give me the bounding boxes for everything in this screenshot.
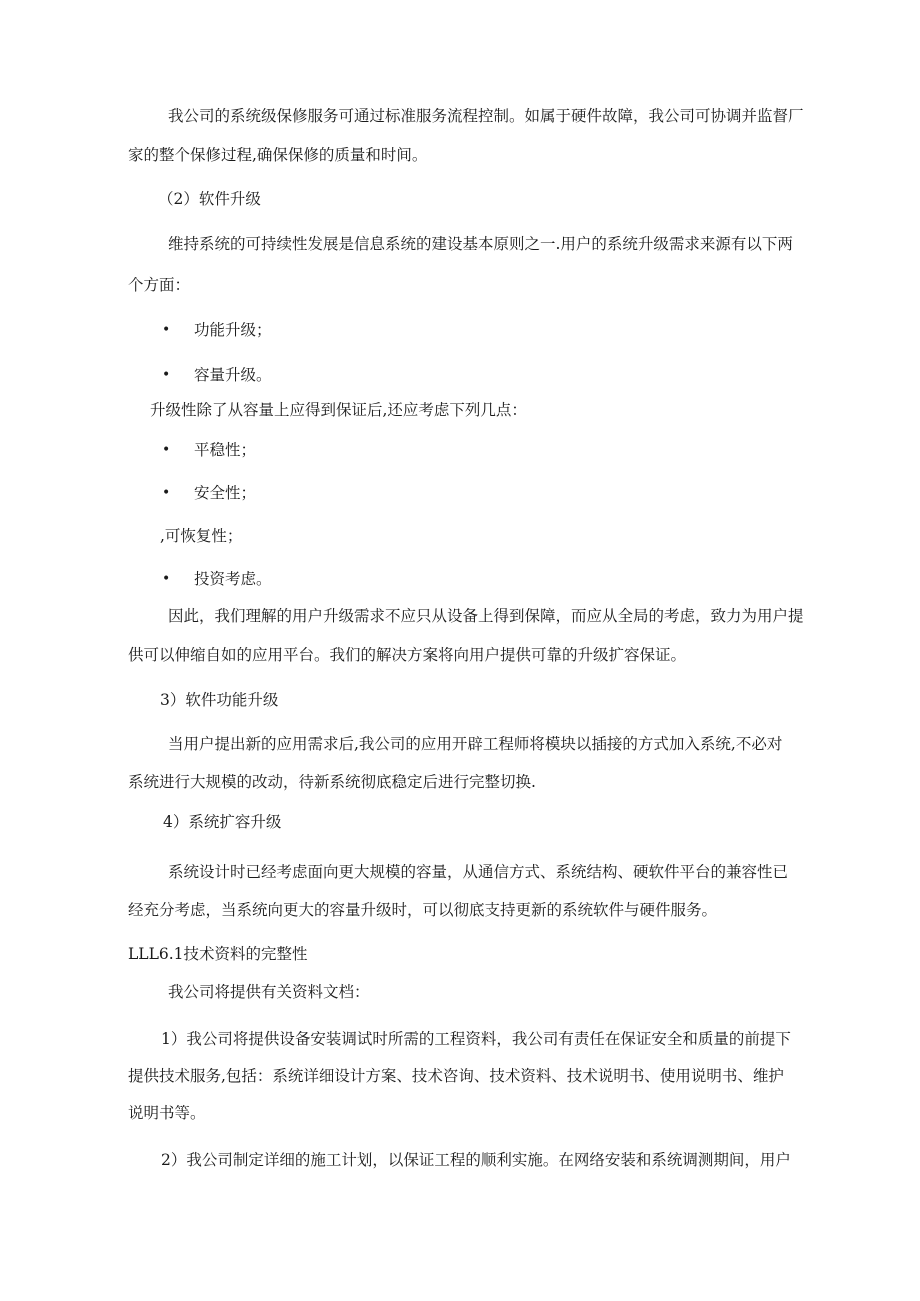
section-heading: 4）系统扩容升级 [163, 813, 282, 831]
paragraph-line: 供可以伸缩自如的应用平台。我们的解决方案将向用户提供可靠的升级扩容保证。 [128, 646, 687, 664]
paragraph-line: 我公司的系统级保修服务可通过标准服务流程控制。如属于硬件故障，我公司可协调并监督厂 [168, 107, 804, 125]
section-heading: LLL6.1技术资料的完整性 [128, 945, 308, 963]
paragraph-line: ,可恢复性； [160, 527, 243, 545]
bullet-icon: • [162, 571, 171, 587]
paragraph-line: 系统设计时已经考虑面向更大规模的容量，从通信方式、系统结构、硬软件平台的兼容性已 [168, 863, 789, 881]
bullet-icon: • [162, 322, 171, 338]
paragraph-line: 1）我公司将提供设备安装调试时所需的工程资料，我公司有责任在保证安全和质量的前提下 [161, 1030, 791, 1048]
paragraph-line: 因此，我们理解的用户升级需求不应只从设备上得到保障，而应从全局的考虑，致力为用户提 [168, 607, 804, 625]
bullet-icon: • [162, 442, 171, 458]
paragraph-line: 2）我公司制定详细的施工计划，以保证工程的顺利实施。在网络安装和系统调测期间，用户 [161, 1151, 791, 1169]
bullet-icon: • [162, 367, 171, 383]
bullet-item: 容量升级。 [194, 366, 272, 384]
bullet-item: 平稳性； [194, 441, 257, 459]
paragraph-line: 维持系统的可持续性发展是信息系统的建设基本原则之一.用户的系统升级需求来源有以下两 [168, 235, 793, 253]
bullet-item: 投资考虑。 [194, 570, 272, 588]
paragraph-line: 系统进行大规模的改动，待新系统彻底稳定后进行完整切换. [128, 773, 536, 791]
bullet-item: 安全性； [194, 484, 257, 502]
paragraph-line: 经充分考虑，当系统向更大的容量升级时，可以彻底支持更新的系统软件与硬件服务。 [128, 901, 718, 919]
paragraph-line: 提供技术服务,包括：系统详细设计方案、技术咨询、技术资料、技术说明书、使用说明书、维护 [128, 1067, 784, 1085]
paragraph-line: 我公司将提供有关资料文档： [168, 983, 370, 1001]
paragraph-line: 说明书等。 [128, 1104, 206, 1122]
paragraph-line: 个方面： [128, 276, 191, 294]
bullet-icon: • [162, 485, 171, 501]
bullet-item: 功能升级； [194, 321, 272, 339]
paragraph-line: 家的整个保修过程,确保保修的质量和时间。 [128, 146, 428, 164]
paragraph-line: 升级性除了从容量上应得到保证后,还应考虑下列几点： [150, 401, 527, 419]
section-heading: 3）软件功能升级 [160, 691, 279, 709]
section-heading: （2）软件升级 [158, 190, 261, 208]
paragraph-line: 当用户提出新的应用需求后,我公司的应用开辟工程师将模块以插接的方式加入系统,不必对 [168, 735, 783, 753]
